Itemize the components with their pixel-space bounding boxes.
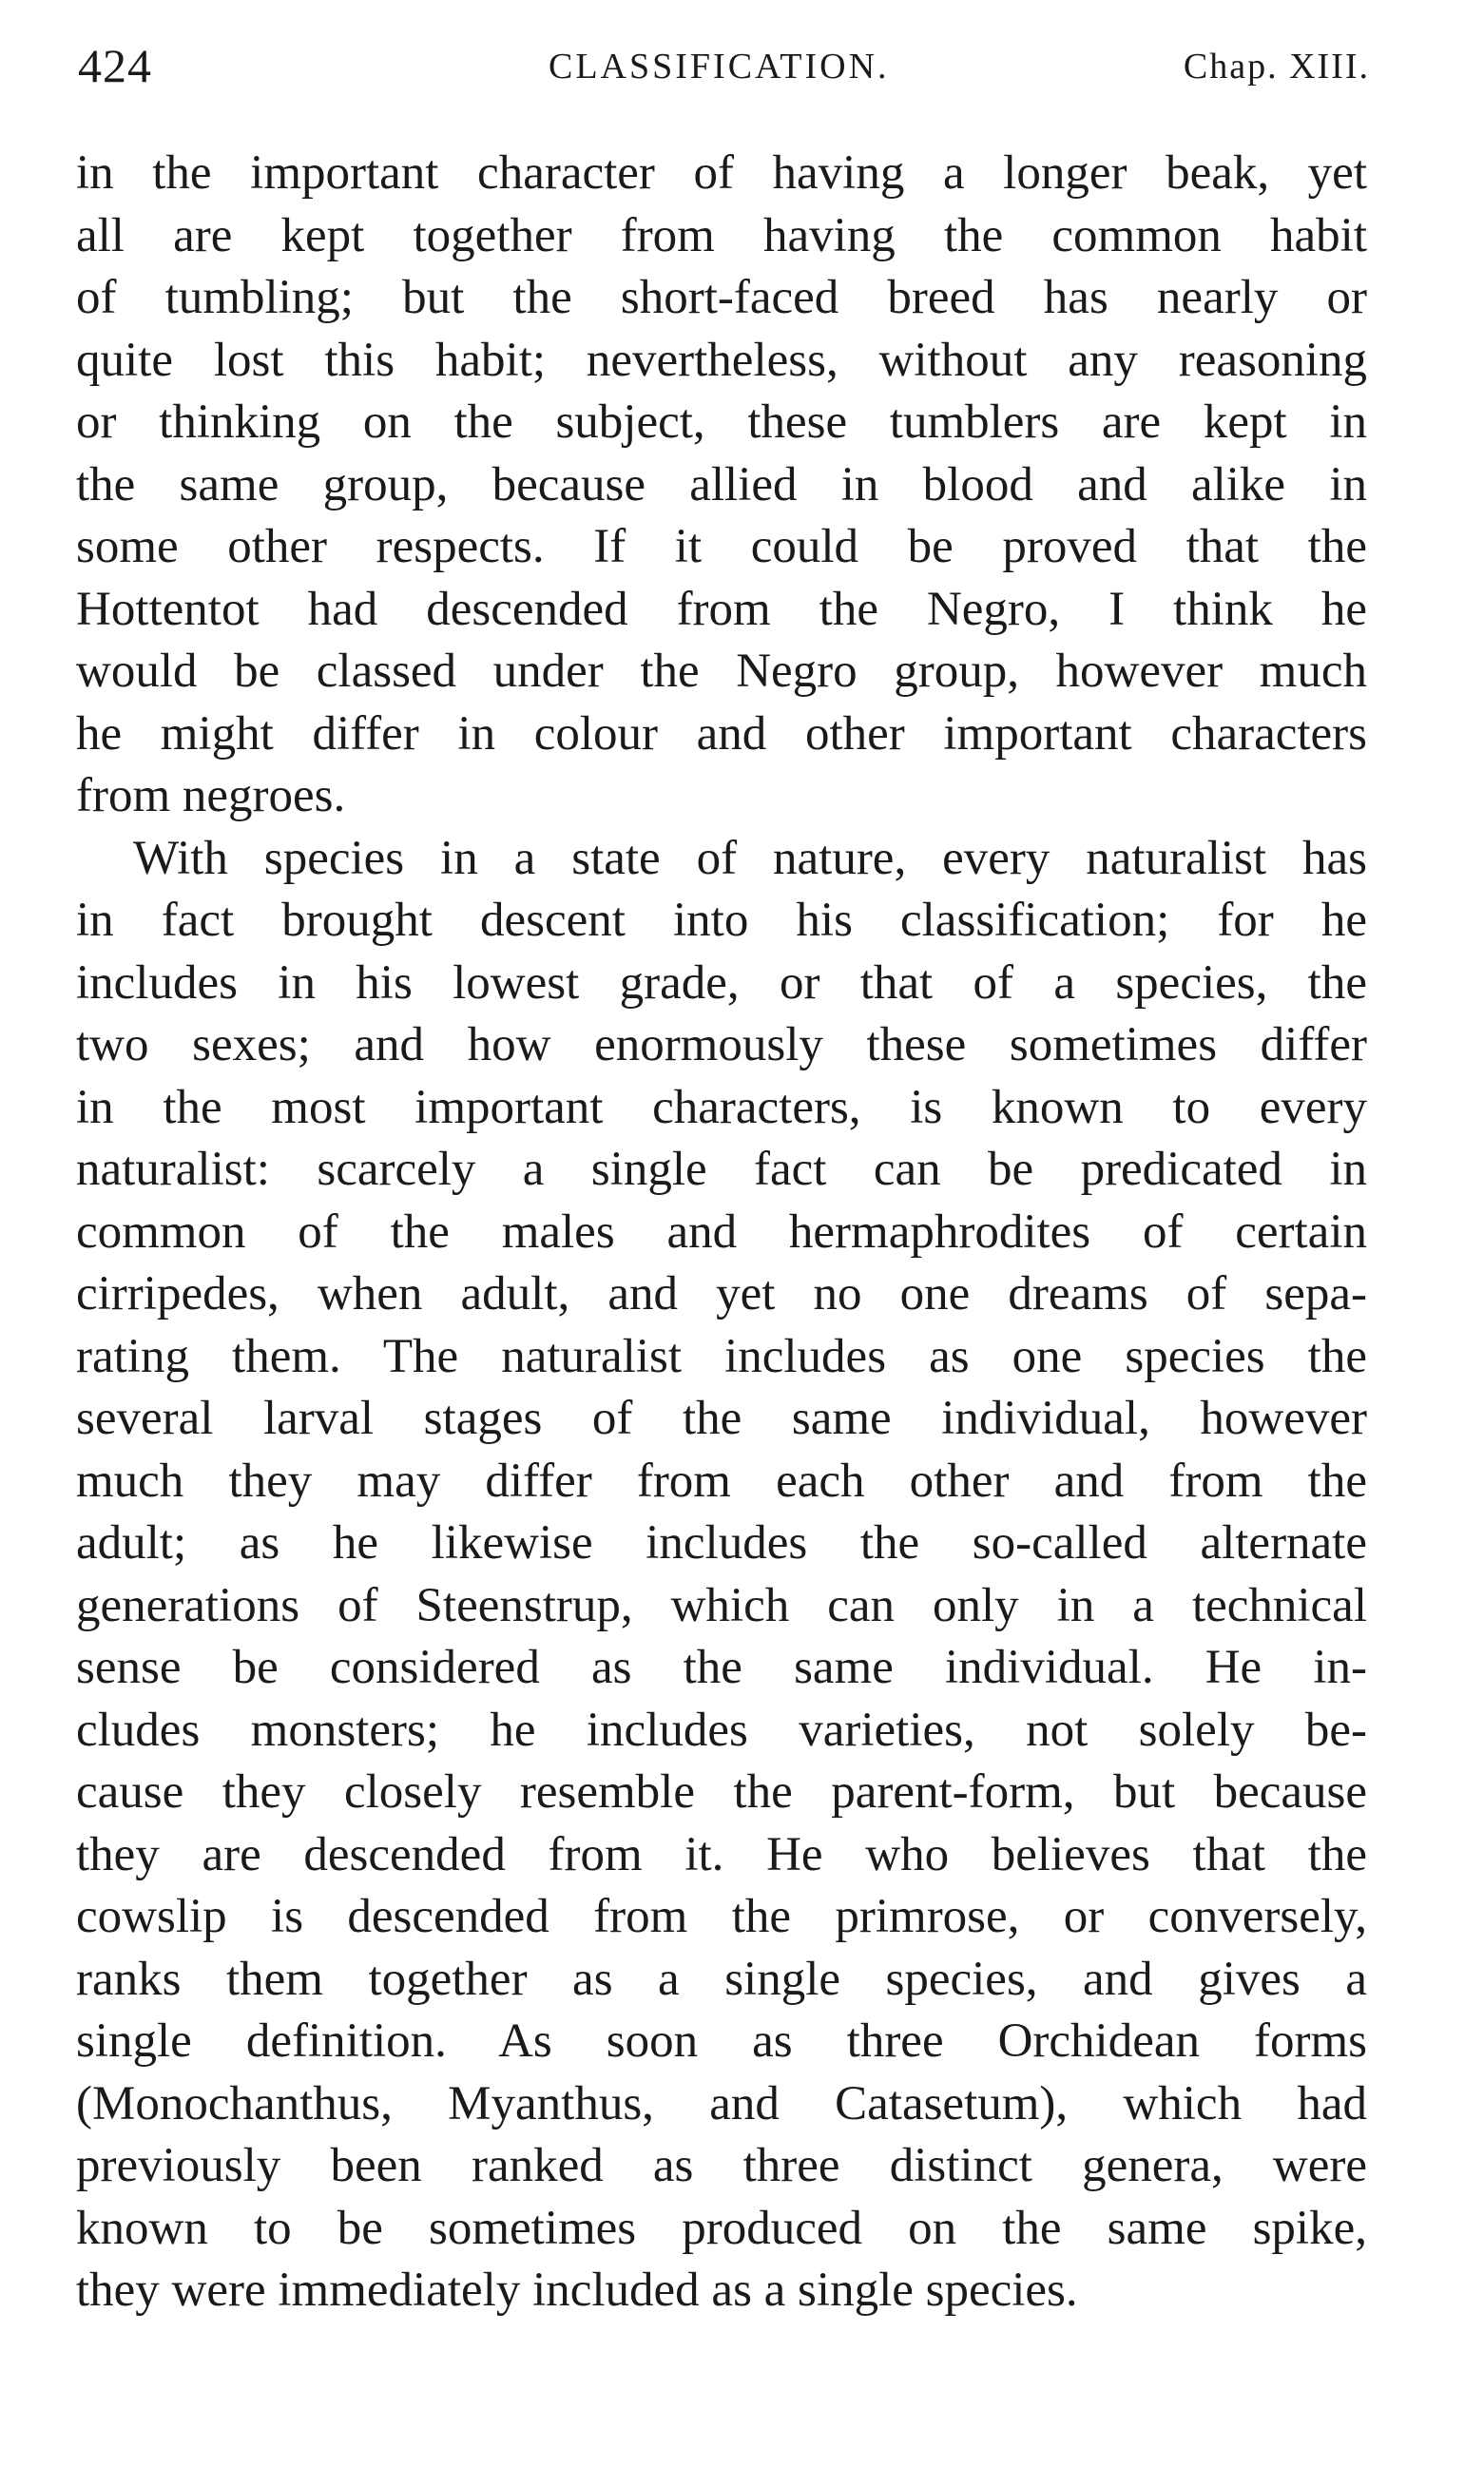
text-line: cirripedes, when adult, and yet no one dreams of sepa- (76, 1267, 1367, 1320)
page-number: 424 (78, 39, 152, 92)
text-line: in fact brought descent into his classification; for he (76, 894, 1367, 947)
text-line: cowslip is descended from the primrose, or conversely, (76, 1890, 1367, 1943)
text-line: includes in his lowest grade, or that of a species, the (76, 955, 1367, 1010)
text-line: adult; as he likewise includes the so-called alternate (76, 1516, 1367, 1570)
text-line: generations of Steenstrup, which can only in a technical (76, 1578, 1367, 1632)
text-line: cause they closely resemble the parent-form, but because (76, 1765, 1367, 1819)
text-line: in the most important characters, is known to every (76, 1080, 1367, 1134)
text-line: the same group, because allied in blood and alike in (76, 457, 1367, 511)
text-line: single definition. As soon as three Orchidean forms (76, 2014, 1367, 2068)
text-line: of tumbling; but the short-faced breed has nearly or (76, 271, 1367, 324)
body-text (76, 143, 1367, 2322)
text-line: ranks them together as a single species, and gives a (76, 1952, 1367, 2006)
text-line: all are kept together from having the common habit (76, 208, 1367, 262)
text-line: known to be sometimes produced on the same spike, (76, 2201, 1367, 2255)
chapter-reference: Chap. XIII. (1183, 47, 1370, 87)
text-line: from negroes. (76, 769, 346, 822)
text-line: naturalist: scarcely a single fact can be predicated in (76, 1143, 1367, 1196)
text-line: rating them. The naturalist includes as one species the (76, 1329, 1367, 1383)
text-line: in the important character of having a longer beak, yet (76, 146, 1367, 200)
text-line: With species in a state of nature, every naturalist has (133, 831, 1367, 885)
running-head (78, 38, 1370, 105)
text-line: cludes monsters; he includes varieties, not solely be- (76, 1703, 1367, 1757)
text-line: common of the males and hermaphrodites of certain (76, 1205, 1367, 1259)
text-line: (Monochanthus, Myanthus, and Catasetum), which had (76, 2076, 1367, 2130)
text-line: several larval stages of the same individual, however (76, 1392, 1367, 1445)
text-line: they are descended from it. He who believes that the (76, 1827, 1367, 1881)
paragraph (76, 143, 1367, 828)
text-line: much they may differ from each other and from the (76, 1454, 1367, 1508)
text-line: Hottentot had descended from the Negro, I think he (76, 582, 1367, 636)
text-line: sense be considered as the same individual. He in- (76, 1641, 1367, 1694)
text-line: some other respects. If it could be proved that the (76, 520, 1367, 573)
text-line: would be classed under the Negro group, however much (76, 645, 1367, 698)
text-line: quite lost this habit; nevertheless, without any reasoning (76, 333, 1367, 387)
text-line: previously been ranked as three distinct genera, were (76, 2139, 1367, 2192)
text-line: they were immediately included as a single species. (76, 2264, 1078, 2317)
text-line: he might differ in colour and other important characters (76, 706, 1367, 761)
paragraph (76, 828, 1367, 2322)
text-line: or thinking on the subject, these tumblers are kept in (76, 395, 1367, 449)
running-title: CLASSIFICATION. (549, 47, 890, 87)
text-line: two sexes; and how enormously these sometimes differ (76, 1018, 1367, 1071)
